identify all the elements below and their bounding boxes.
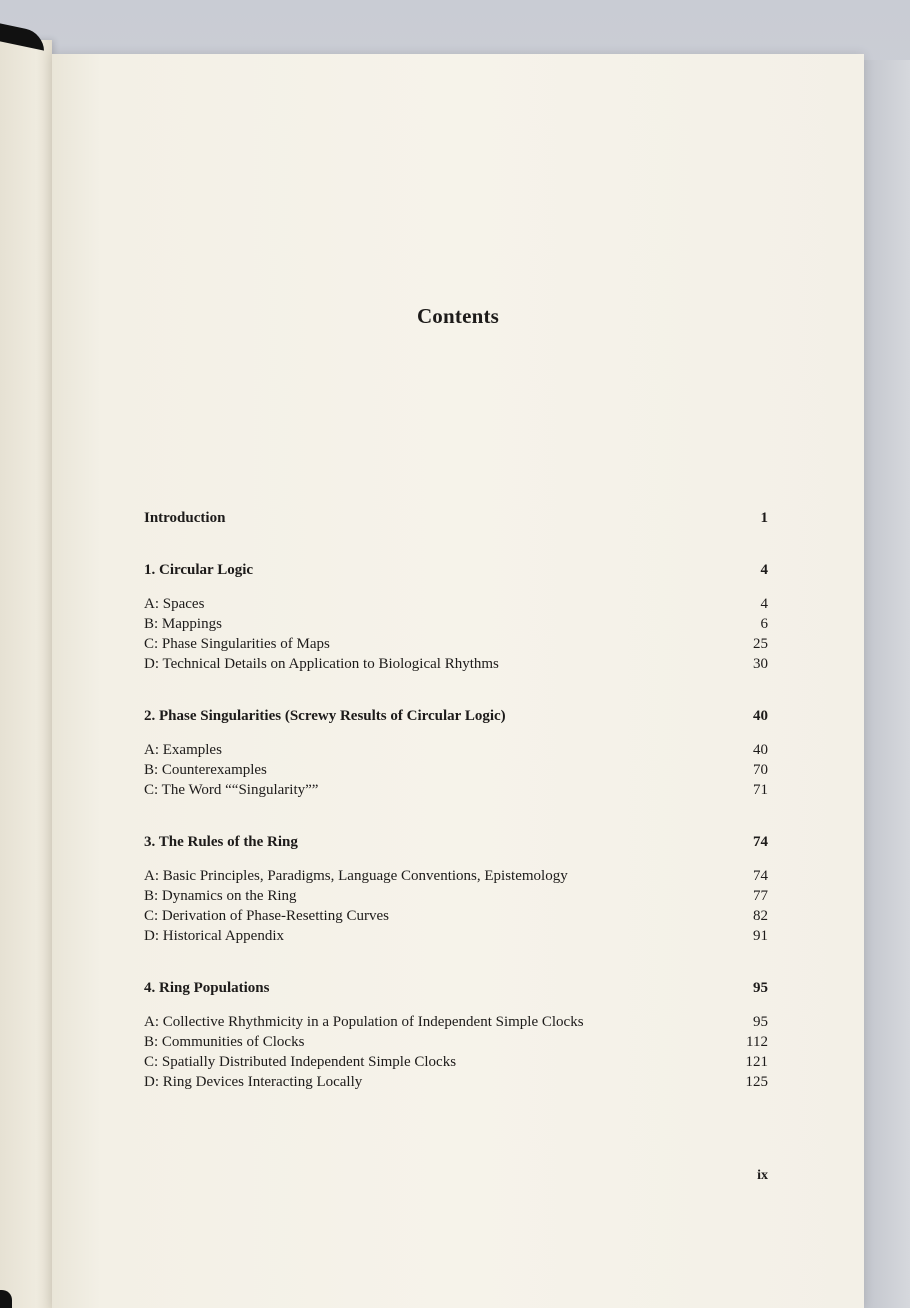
toc-entry-page: 1: [760, 510, 768, 526]
toc-section-page: 40: [753, 742, 768, 758]
toc-chapter-heading: [144, 832, 768, 852]
toc-section: [144, 740, 768, 760]
toc-chapter-1: [144, 560, 768, 674]
toc-section-label: B: Mappings: [144, 616, 222, 632]
facing-page-edge: [0, 40, 52, 1308]
toc-chapter-heading: [144, 560, 768, 580]
toc-entry-page: 40: [753, 708, 768, 724]
toc-section: [144, 1072, 768, 1092]
toc-entry-label: 1. Circular Logic: [144, 562, 254, 578]
toc-section: [144, 1032, 768, 1052]
toc-section-page: 125: [745, 1074, 768, 1090]
page-title: Contents: [416, 304, 500, 328]
toc-chapter-3: [144, 832, 768, 946]
toc-section-label: B: Dynamics on the Ring: [144, 888, 297, 904]
toc-chapter-4: [144, 978, 768, 1092]
background-surface: [864, 60, 910, 1308]
book-page: [52, 54, 864, 1308]
toc-section-list: [144, 1012, 768, 1092]
table-of-contents: [144, 508, 768, 1124]
toc-section-page: 91: [753, 928, 768, 944]
toc-section-page: 112: [746, 1034, 768, 1050]
toc-entry-introduction: [144, 508, 768, 528]
toc-section: [144, 634, 768, 654]
toc-section-page: 82: [753, 908, 768, 924]
toc-entry-page: 74: [753, 834, 768, 850]
toc-section-label: C: The Word ““Singularity””: [144, 782, 319, 798]
toc-section: [144, 614, 768, 634]
toc-section-label: C: Phase Singularities of Maps: [144, 636, 330, 652]
toc-section-label: D: Ring Devices Interacting Locally: [144, 1074, 363, 1090]
toc-entry-label: 3. The Rules of the Ring: [144, 834, 298, 850]
toc-section: [144, 1012, 768, 1032]
toc-chapter-heading: [144, 706, 768, 726]
toc-chapter-heading: [144, 978, 768, 998]
toc-section-page: 74: [753, 868, 768, 884]
toc-entry-page: 95: [753, 980, 768, 996]
toc-section-label: B: Counterexamples: [144, 762, 267, 778]
toc-section-label: B: Communities of Clocks: [144, 1034, 305, 1050]
toc-section: [144, 594, 768, 614]
toc-section: [144, 886, 768, 906]
toc-section-page: 95: [753, 1014, 768, 1030]
toc-section-page: 6: [760, 616, 768, 632]
toc-section-label: A: Basic Principles, Paradigms, Language Conventions, Epistemology: [144, 868, 568, 884]
toc-section-label: A: Examples: [144, 742, 222, 758]
toc-section-label: C: Spatially Distributed Independent Simple Clocks: [144, 1054, 457, 1070]
toc-section: [144, 866, 768, 886]
toc-section: [144, 906, 768, 926]
toc-section-label: D: Historical Appendix: [144, 928, 284, 944]
toc-section-page: 70: [753, 762, 768, 778]
toc-section-page: 25: [753, 636, 768, 652]
toc-section-page: 30: [753, 656, 768, 672]
toc-chapter-2: [144, 706, 768, 800]
toc-section-label: D: Technical Details on Application to Biological Rhythms: [144, 656, 499, 672]
toc-section-page: 4: [760, 596, 768, 612]
toc-entry-label: Introduction: [144, 510, 226, 526]
toc-section-list: [144, 740, 768, 800]
toc-entry-label: 4. Ring Populations: [144, 980, 270, 996]
toc-section-list: [144, 594, 768, 674]
toc-section: [144, 760, 768, 780]
toc-section-label: C: Derivation of Phase-Resetting Curves: [144, 908, 389, 924]
toc-entry-label: 2. Phase Singularities (Screwy Results of Circular Logic): [144, 708, 506, 724]
toc-section: [144, 654, 768, 674]
toc-section-label: A: Collective Rhythmicity in a Population of Independent Simple Clocks: [144, 1014, 584, 1030]
toc-section-label: A: Spaces: [144, 596, 205, 612]
toc-section-page: 71: [753, 782, 768, 798]
toc-section: [144, 1052, 768, 1072]
toc-entry-page: 4: [760, 562, 768, 578]
toc-section-page: 77: [753, 888, 768, 904]
toc-section: [144, 926, 768, 946]
toc-section-list: [144, 866, 768, 946]
toc-section: [144, 780, 768, 800]
page-number: ix: [757, 1168, 768, 1183]
toc-section-page: 121: [745, 1054, 768, 1070]
